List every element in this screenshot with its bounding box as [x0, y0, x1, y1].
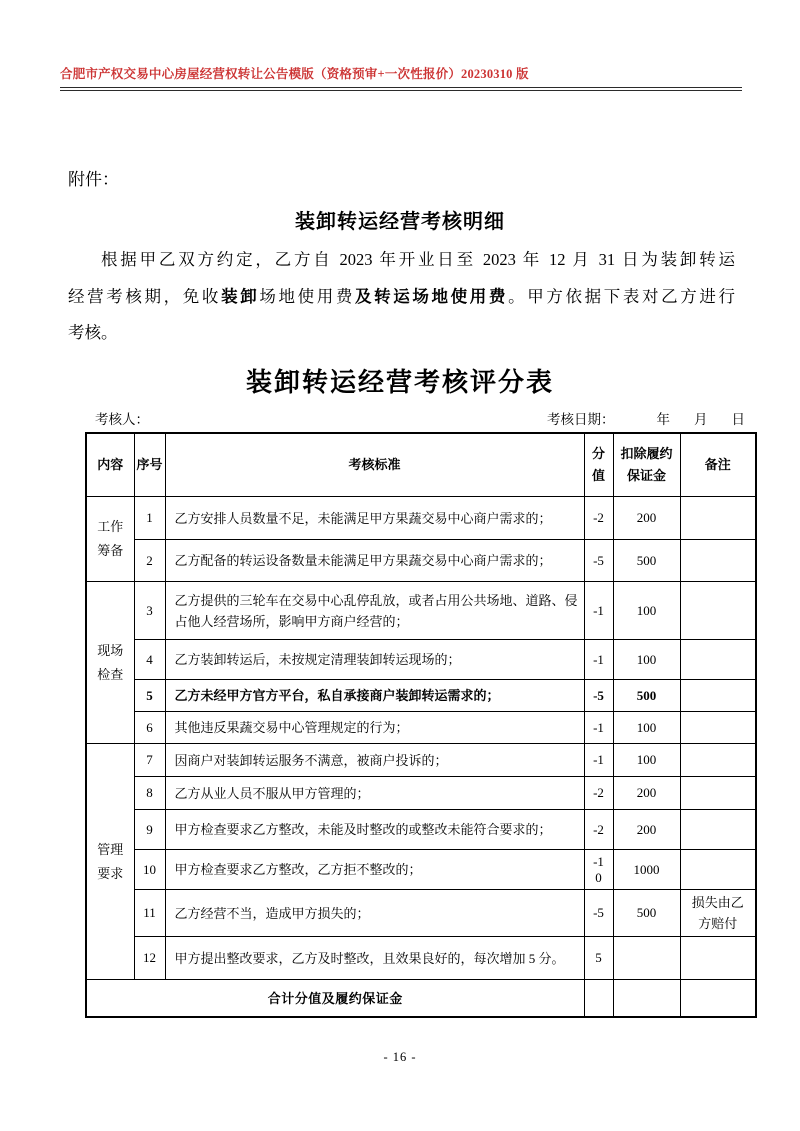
score-cell: -10	[584, 850, 613, 890]
note-cell	[680, 497, 756, 540]
deposit-cell: 200	[613, 497, 680, 540]
intro-paragraph	[68, 242, 735, 352]
table-row	[86, 712, 756, 744]
criteria-cell: 因商户对装卸转运服务不满意，被商户投诉的；	[165, 744, 584, 777]
paragraph-line	[68, 279, 735, 316]
paragraph-segment-bold: 及转运场地使用费	[355, 286, 509, 306]
total-deposit-cell	[613, 980, 680, 1017]
criteria-cell: 乙方经营不当，造成甲方损失的；	[165, 890, 584, 937]
row-number-cell: 3	[134, 582, 165, 640]
date-unit-year: 年	[656, 411, 670, 427]
col-header-note: 备注	[680, 433, 756, 497]
table-row	[86, 744, 756, 777]
deposit-cell: 100	[613, 744, 680, 777]
assessment-date	[547, 408, 745, 428]
deposit-cell: 500	[613, 890, 680, 937]
document-header	[60, 64, 742, 91]
row-number-cell: 11	[134, 890, 165, 937]
col-header-deposit: 扣除履约保证金	[613, 433, 680, 497]
score-cell: -1	[584, 582, 613, 640]
section-cell: 管理要求	[86, 744, 134, 980]
note-cell	[680, 744, 756, 777]
criteria-cell: 乙方提供的三轮车在交易中心乱停乱放，或者占用公共场地、道路、侵占他人经营场所，影响甲方商户经营的；	[165, 582, 584, 640]
criteria-cell: 乙方未经甲方官方平台，私自承接商户装卸转运需求的；	[165, 680, 584, 712]
paragraph-segment: 根据甲乙双方约定，乙方自 2023 年开业日至 2023 年 12 月 31 日为装卸转运	[101, 250, 735, 269]
table-row	[86, 777, 756, 810]
table-row	[86, 640, 756, 680]
attachment-label: 附件：	[68, 170, 119, 189]
date-label: 考核日期：	[547, 411, 615, 427]
criteria-cell: 甲方检查要求乙方整改，未能及时整改的或整改未能符合要求的；	[165, 810, 584, 850]
page-number: - 16 -	[383, 1049, 417, 1064]
total-score-cell	[584, 980, 613, 1017]
total-row	[86, 980, 756, 1017]
deposit-cell: 200	[613, 777, 680, 810]
score-cell: -5	[584, 890, 613, 937]
score-cell: 5	[584, 937, 613, 980]
row-number-cell: 7	[134, 744, 165, 777]
table-row	[86, 582, 756, 640]
row-number-cell: 9	[134, 810, 165, 850]
score-cell: -5	[584, 680, 613, 712]
note-cell	[680, 582, 756, 640]
criteria-cell: 甲方检查要求乙方整改，乙方拒不整改的；	[165, 850, 584, 890]
paragraph-segment: 场地使用费	[259, 286, 355, 306]
col-header-criteria: 考核标准	[165, 433, 584, 497]
deposit-cell: 500	[613, 540, 680, 582]
table-row	[86, 850, 756, 890]
score-table	[85, 432, 757, 1018]
note-cell	[680, 640, 756, 680]
score-cell: -2	[584, 497, 613, 540]
note-cell	[680, 540, 756, 582]
criteria-cell: 甲方提出整改要求，乙方及时整改，且效果良好的，每次增加 5 分。	[165, 937, 584, 980]
assessor-label: 考核人：	[95, 411, 149, 427]
col-header-content: 内容	[86, 433, 134, 497]
note-cell	[680, 777, 756, 810]
score-cell: -5	[584, 540, 613, 582]
criteria-cell: 乙方装卸转运后，未按规定清理装卸转运现场的；	[165, 640, 584, 680]
criteria-cell: 乙方安排人员数量不足，未能满足甲方果蔬交易中心商户需求的；	[165, 497, 584, 540]
table-row	[86, 680, 756, 712]
deposit-cell: 1000	[613, 850, 680, 890]
deposit-cell: 200	[613, 810, 680, 850]
row-number-cell: 4	[134, 640, 165, 680]
header-row	[86, 433, 756, 497]
table-row	[86, 810, 756, 850]
score-table-body	[86, 497, 756, 980]
score-cell: -2	[584, 810, 613, 850]
score-cell: -1	[584, 744, 613, 777]
note-cell	[680, 712, 756, 744]
score-table-header	[86, 433, 756, 497]
deposit-cell: 100	[613, 640, 680, 680]
score-cell: -1	[584, 712, 613, 744]
section-cell: 现场检查	[86, 582, 134, 744]
row-number-cell: 2	[134, 540, 165, 582]
note-cell: 损失由乙方赔付	[680, 890, 756, 937]
note-cell	[680, 680, 756, 712]
table-row	[86, 890, 756, 937]
doc-subtitle: 装卸转运经营考核明细	[295, 211, 505, 233]
col-header-number: 序号	[134, 433, 165, 497]
paragraph-segment: 。甲方依据下表对乙方进行	[508, 286, 736, 306]
paragraph-line	[68, 242, 735, 279]
row-number-cell: 8	[134, 777, 165, 810]
criteria-cell: 乙方配备的转运设备数量未能满足甲方果蔬交易中心商户需求的；	[165, 540, 584, 582]
section-cell: 工作筹备	[86, 497, 134, 582]
col-header-score: 分值	[584, 433, 613, 497]
deposit-cell	[613, 937, 680, 980]
paragraph-segment: 考核。	[68, 323, 118, 342]
note-cell	[680, 810, 756, 850]
row-number-cell: 6	[134, 712, 165, 744]
score-cell: -1	[584, 640, 613, 680]
criteria-cell: 乙方从业人员不服从甲方管理的；	[165, 777, 584, 810]
total-note-cell	[680, 980, 756, 1017]
date-unit-month: 月	[694, 411, 708, 427]
paragraph-segment: 经营考核期，免收	[68, 286, 222, 306]
score-cell: -2	[584, 777, 613, 810]
row-number-cell: 12	[134, 937, 165, 980]
paragraph-line	[68, 315, 735, 352]
total-label: 合计分值及履约保证金	[86, 980, 584, 1017]
row-number-cell: 10	[134, 850, 165, 890]
table-meta-row	[85, 408, 755, 428]
deposit-cell: 100	[613, 712, 680, 744]
table-row	[86, 497, 756, 540]
table-title: 装卸转运经营考核评分表	[245, 367, 554, 397]
note-cell	[680, 937, 756, 980]
table-row	[86, 540, 756, 582]
row-number-cell: 1	[134, 497, 165, 540]
table-row	[86, 937, 756, 980]
date-unit-day: 日	[731, 411, 745, 427]
deposit-cell: 100	[613, 582, 680, 640]
note-cell	[680, 850, 756, 890]
paragraph-segment-bold: 装卸	[221, 286, 260, 306]
row-number-cell: 5	[134, 680, 165, 712]
deposit-cell: 500	[613, 680, 680, 712]
criteria-cell: 其他违反果蔬交易中心管理规定的行为；	[165, 712, 584, 744]
header-text: 合肥市产权交易中心房屋经营权转让公告模版（资格预审+一次性报价）20230310 版	[60, 67, 529, 81]
